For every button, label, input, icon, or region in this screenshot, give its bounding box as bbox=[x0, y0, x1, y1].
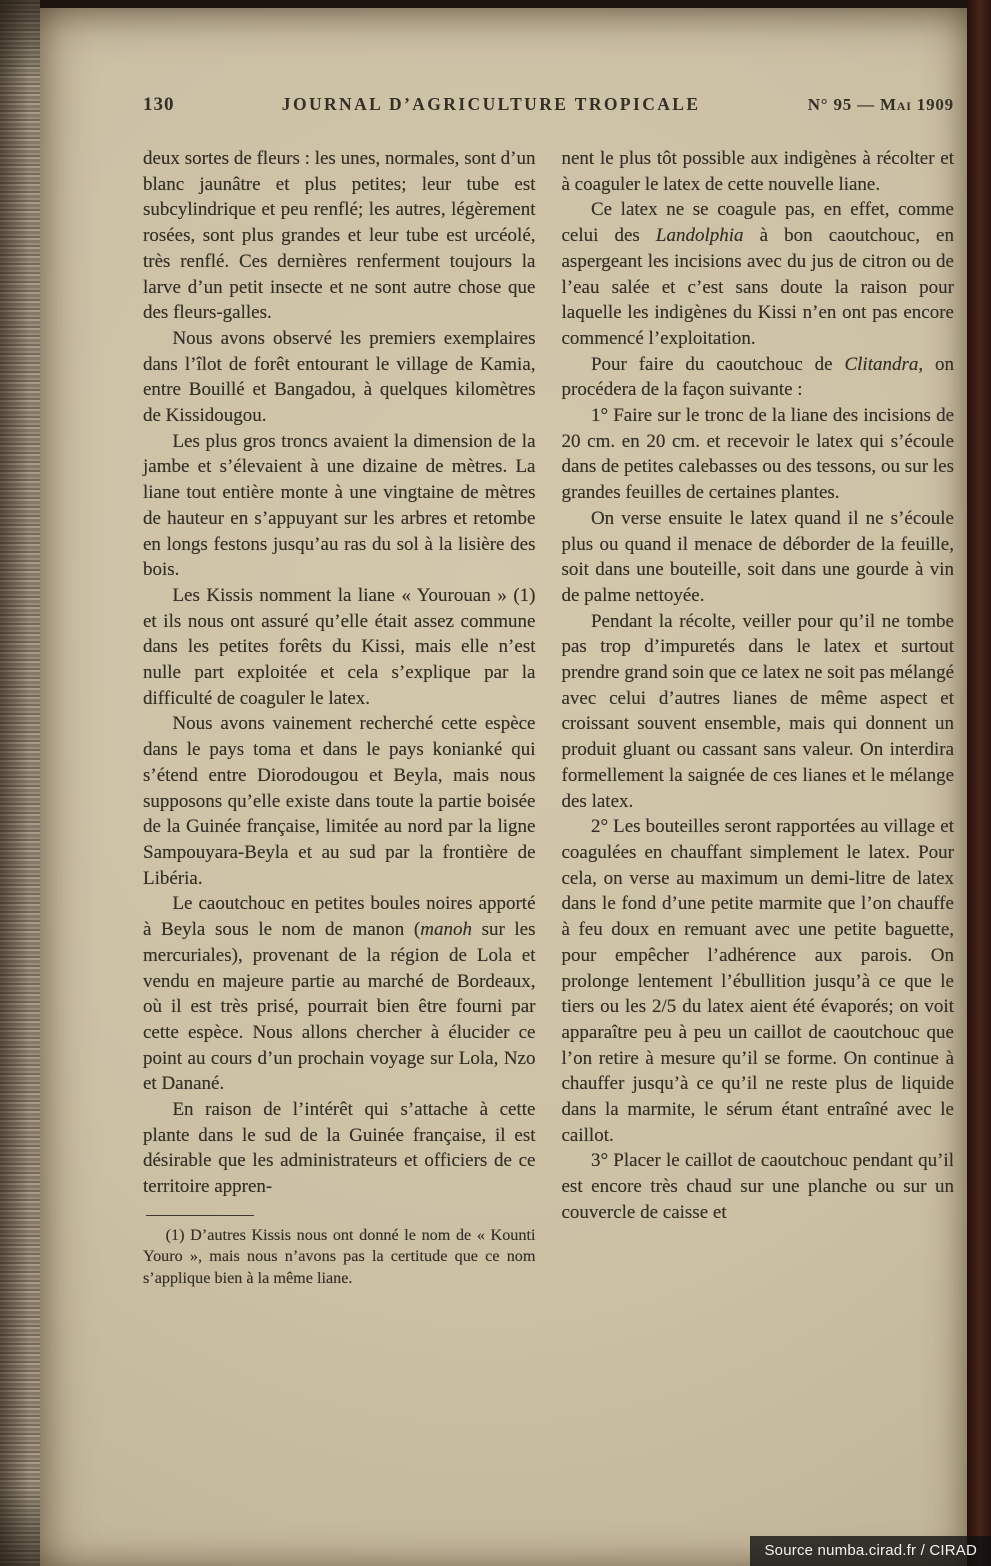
paragraph bbox=[143, 1097, 536, 1200]
paragraph bbox=[143, 326, 536, 429]
body-text: 2° Les bouteilles seront rapportées au village et coagulées en chauffant simplement le latex. Pour cela, on verse au maximum un demi-litre de latex dans le fond d’une petite marmite que l’on chauffe à feu doux en remuant avec une petite baguette, pour empêcher l’adhérence aux parois. On prolonge lentement l’ébullition jusqu’à ce que le tiers ou les 2/5 du latex aient été évaporés; on voit apparaître peu à peu un caillot de caoutchouc que l’on retire à mesure qu’il se forme. On continue à chauffer jusqu’à ce qu’il ne reste plus de liquide dans la marmite, le sérum étant entraîné avec le caillot. bbox=[561, 816, 954, 1146]
body-text: 1° Faire sur le tronc de la liane des incisions de 20 cm. en 20 cm. et recevoir le latex qui s’écoule dans de petites calebasses ou des tessons, ou sur les grandes feuilles de certaines plantes. bbox=[561, 405, 954, 504]
body-text: sur les mercuriales), provenant de la région de Lola et vendu en majeure partie au marché de Bordeaux, où il est très prisé, pourrait bien être fourni par cette espèce. Nous allons chercher à élucider ce point au cours d’un prochain voyage sur Lola, Nzo et Danané. bbox=[143, 919, 536, 1095]
paragraph bbox=[562, 197, 955, 351]
attribution-bar bbox=[750, 1536, 991, 1566]
paragraph bbox=[143, 583, 536, 712]
book-cover-edge bbox=[967, 0, 991, 1566]
paper-page bbox=[40, 8, 967, 1566]
article-body bbox=[143, 146, 954, 1290]
left-column-text bbox=[143, 146, 536, 1200]
running-head bbox=[143, 94, 954, 116]
issue-label: N° 95 — Mai 1909 bbox=[807, 95, 954, 114]
paragraph bbox=[143, 146, 536, 326]
italic-text: Clitandra bbox=[844, 353, 919, 375]
footnote-separator bbox=[146, 1215, 254, 1216]
body-text: à bon caoutchouc, en aspergeant les incisions avec du jus de citron ou de l’eau salée et c’est sans doute la raison pour laquelle les indigènes du Kissi n’en ont pas encore commencé l’exploitation. bbox=[561, 225, 954, 349]
paragraph bbox=[562, 814, 955, 1148]
body-text: En raison de l’intérêt qui s’attache à cette plante dans le sud de la Guinée française, il est désirable que les administrateurs et officiers de ce territoire appren- bbox=[143, 1099, 536, 1198]
body-text: Les Kissis nomment la liane « Yourouan » (1) et ils nous ont assuré qu’elle était assez commune dans les petites forêts du Kissi, mais elle n’est nulle part exploitée et cela s’explique par la difficulté de coaguler le latex. bbox=[143, 584, 536, 709]
body-text: Nous avons vainement recherché cette espèce dans le pays toma et dans le pays konianké qui s’étend entre Diorodougou et Beyla, mais nous supposons qu’elle existe dans toute la partie boisée de la Guinée française, limitée au nord par la ligne Sampouyara-Beyla et au sud par la frontière de Libéria. bbox=[143, 713, 536, 889]
body-text: 3° Placer le caillot de caoutchouc pendant qu’il est encore très chaud sur une planche ou sur un couvercle de caisse et bbox=[561, 1150, 954, 1223]
paragraph bbox=[562, 1148, 955, 1225]
footnote-block bbox=[143, 1215, 536, 1290]
left-column bbox=[143, 146, 536, 1290]
right-column bbox=[562, 146, 955, 1290]
body-text: Ce latex ne se coagule pas, en effet, comme celui des bbox=[561, 199, 954, 247]
body-text: Pour faire du caoutchouc de bbox=[590, 353, 845, 375]
body-text: nent le plus tôt possible aux indigènes à récolter et à coaguler le latex de cette nouvelle liane. bbox=[561, 148, 954, 195]
body-text: Pendant la récolte, veiller pour qu’il ne tombe pas trop d’impuretés dans le latex et surtout prendre grand soin que ce latex ne soit pas mélangé avec celui d’autres lianes de même aspect et croissant souvent ensemble, mais qui donnent un produit gluant ou cassant sans valeur. On interdira formellement la saignée de ces lianes et le mélange des latex. bbox=[561, 610, 954, 812]
paragraph bbox=[143, 891, 536, 1097]
book-page-edges bbox=[0, 0, 40, 1566]
body-text: Nous avons observé les premiers exemplaires dans l’îlot de forêt entourant le village de Kamia, entre Bouillé et Bangadou, à quelques kilomètres de Kissidougou. bbox=[143, 327, 536, 427]
footnote-text: (1) D’autres Kissis nous ont donné le nom de « Kounti Youro », mais nous n’avons pas la certitude que ce nom s’applique bien à la même liane. bbox=[143, 1225, 536, 1288]
paragraph bbox=[562, 609, 955, 815]
body-text: deux sortes de fleurs : les unes, normales, sont d’un blanc jaunâtre et plus petites; leur tube est subcylindrique et peu renflé; les autres, légèrement rosées, sont plus grandes et leur tube est urcéolé, très renflé. Ces dernières renferment toujours la larve d’un petit insecte et ne sont autre chose que des fleurs-galles. bbox=[143, 148, 536, 324]
right-column-text bbox=[562, 146, 955, 1226]
body-text: On verse ensuite le latex quand il ne s’écoule plus ou quand il menace de déborder de la feuille, soit dans une bouteille, soit dans une gourde à vin de palme nettoyée. bbox=[561, 507, 954, 606]
italic-text: Landolphia bbox=[655, 225, 744, 247]
page-number: 130 bbox=[143, 94, 175, 115]
body-text: Les plus gros troncs avaient la dimension de la jambe et s’élevaient à une dizaine de mètres. La liane tout entière monte à une vingtaine de mètres de hauteur en s’appuyant sur les arbres et retombe en longs festons jusqu’au ras du sol à la lisière des bois. bbox=[143, 430, 536, 581]
body-text: Le caoutchouc en petites boules noires apporté à Beyla sous le nom de manon ( bbox=[143, 893, 536, 941]
journal-title: JOURNAL D’AGRICULTURE TROPICALE bbox=[281, 94, 701, 114]
italic-text: manoh bbox=[420, 919, 472, 941]
paragraph bbox=[562, 403, 955, 506]
paragraph bbox=[562, 146, 955, 197]
paragraph bbox=[143, 429, 536, 583]
body-text: , on procédera de la façon suivante : bbox=[561, 353, 955, 401]
attribution-text: Source numba.cirad.fr / CIRAD bbox=[764, 1542, 977, 1559]
paragraph bbox=[143, 711, 536, 891]
paragraph bbox=[562, 352, 955, 403]
paragraph bbox=[562, 506, 955, 609]
